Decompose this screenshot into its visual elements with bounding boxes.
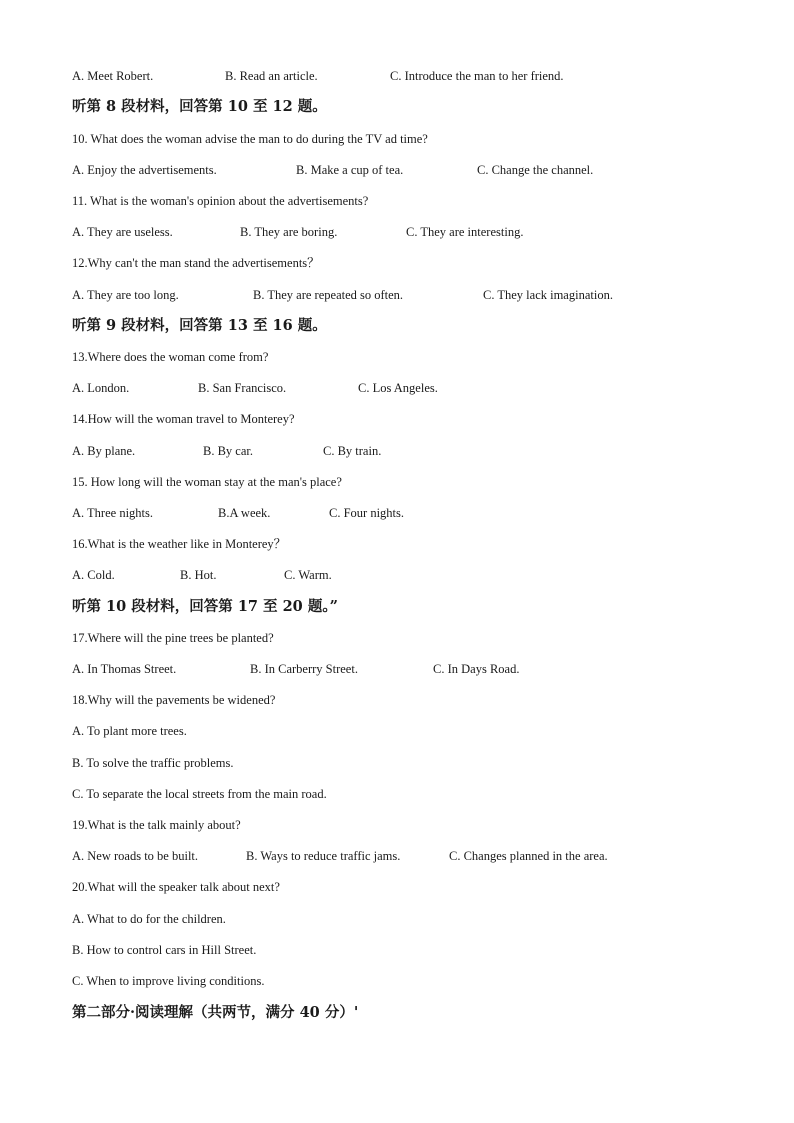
q19-question: 19.What is the talk mainly about? — [72, 818, 241, 832]
part-2-heading: 第二部分·阅读理解（共两节，满分 40 分）' — [72, 1004, 359, 1021]
q17-question: 17.Where will the pine trees be planted? — [72, 631, 274, 645]
q15-option-b: B.A week. — [218, 506, 271, 520]
q13-question: 13.Where does the woman come from? — [72, 350, 269, 364]
q17-option-c: C. In Days Road. — [433, 662, 520, 676]
q19-option-b: B. Ways to reduce traffic jams. — [246, 849, 401, 863]
section-9-heading: 听第 9 段材料，回答第 13 至 16 题。 — [72, 317, 327, 334]
q11-question: 11. What is the woman's opinion about the advertisements? — [72, 194, 369, 208]
q18-option-a: A. To plant more trees. — [72, 724, 187, 738]
q16-question: 16.What is the weather like in Monterey？ — [72, 537, 287, 551]
q14-question: 14.How will the woman travel to Monterey? — [72, 412, 295, 426]
q15-option-a: A. Three nights. — [72, 506, 154, 520]
q20-question: 20.What will the speaker talk about next? — [72, 880, 280, 894]
q20-option-c: C. When to improve living conditions. — [72, 974, 265, 988]
q20-option-b: B. How to control cars in Hill Street. — [72, 943, 257, 957]
q10-option-a: A. Enjoy the advertisements. — [72, 163, 217, 177]
q16-option-b: B. Hot. — [180, 568, 217, 582]
q11-option-a: A. They are useless. — [72, 225, 173, 239]
q15-option-c: C. Four nights. — [329, 506, 405, 520]
q12-option-a: A. They are too long. — [72, 288, 179, 302]
q17-option-b: B. In Carberry Street. — [250, 662, 358, 676]
q9-option-b: B. Read an article. — [225, 69, 318, 83]
q14-option-a: A. By plane. — [72, 444, 136, 458]
q19-option-a: A. New roads to be built. — [72, 849, 199, 863]
q10-question: 10. What does the woman advise the man to do during the TV ad time? — [72, 132, 428, 146]
q12-option-b: B. They are repeated so often. — [253, 288, 404, 302]
q18-option-c: C. To separate the local streets from the main road. — [72, 787, 327, 801]
section-10-heading: 听第 10 段材料，回答第 17 至 20 题。” — [72, 598, 338, 615]
q17-option-a: A. In Thomas Street. — [72, 662, 177, 676]
section-8-heading: 听第 8 段材料，回答第 10 至 12 题。 — [72, 98, 327, 115]
q9-option-a: A. Meet Robert. — [72, 69, 154, 83]
q13-option-b: B. San Francisco. — [198, 381, 287, 395]
q9-option-c: C. Introduce the man to her friend. — [390, 69, 564, 83]
q11-option-c: C. They are interesting. — [406, 225, 524, 239]
q10-option-b: B. Make a cup of tea. — [296, 163, 404, 177]
q16-option-a: A. Cold. — [72, 568, 115, 582]
q14-option-b: B. By car. — [203, 444, 253, 458]
q13-option-c: C. Los Angeles. — [358, 381, 438, 395]
q10-option-c: C. Change the channel. — [477, 163, 594, 177]
q18-option-b: B. To solve the traffic problems. — [72, 756, 234, 770]
q19-option-c: C. Changes planned in the area. — [449, 849, 608, 863]
q20-option-a: A. What to do for the children. — [72, 912, 226, 926]
q11-option-b: B. They are boring. — [240, 225, 338, 239]
q15-question: 15. How long will the woman stay at the man's place? — [72, 475, 342, 489]
q12-question: 12.Why can't the man stand the advertisements？ — [72, 256, 320, 270]
q16-option-c: C. Warm. — [284, 568, 332, 582]
q14-option-c: C. By train. — [323, 444, 382, 458]
q12-option-c: C. They lack imagination. — [483, 288, 613, 302]
q13-option-a: A. London. — [72, 381, 130, 395]
q18-question: 18.Why will the pavements be widened? — [72, 693, 276, 707]
